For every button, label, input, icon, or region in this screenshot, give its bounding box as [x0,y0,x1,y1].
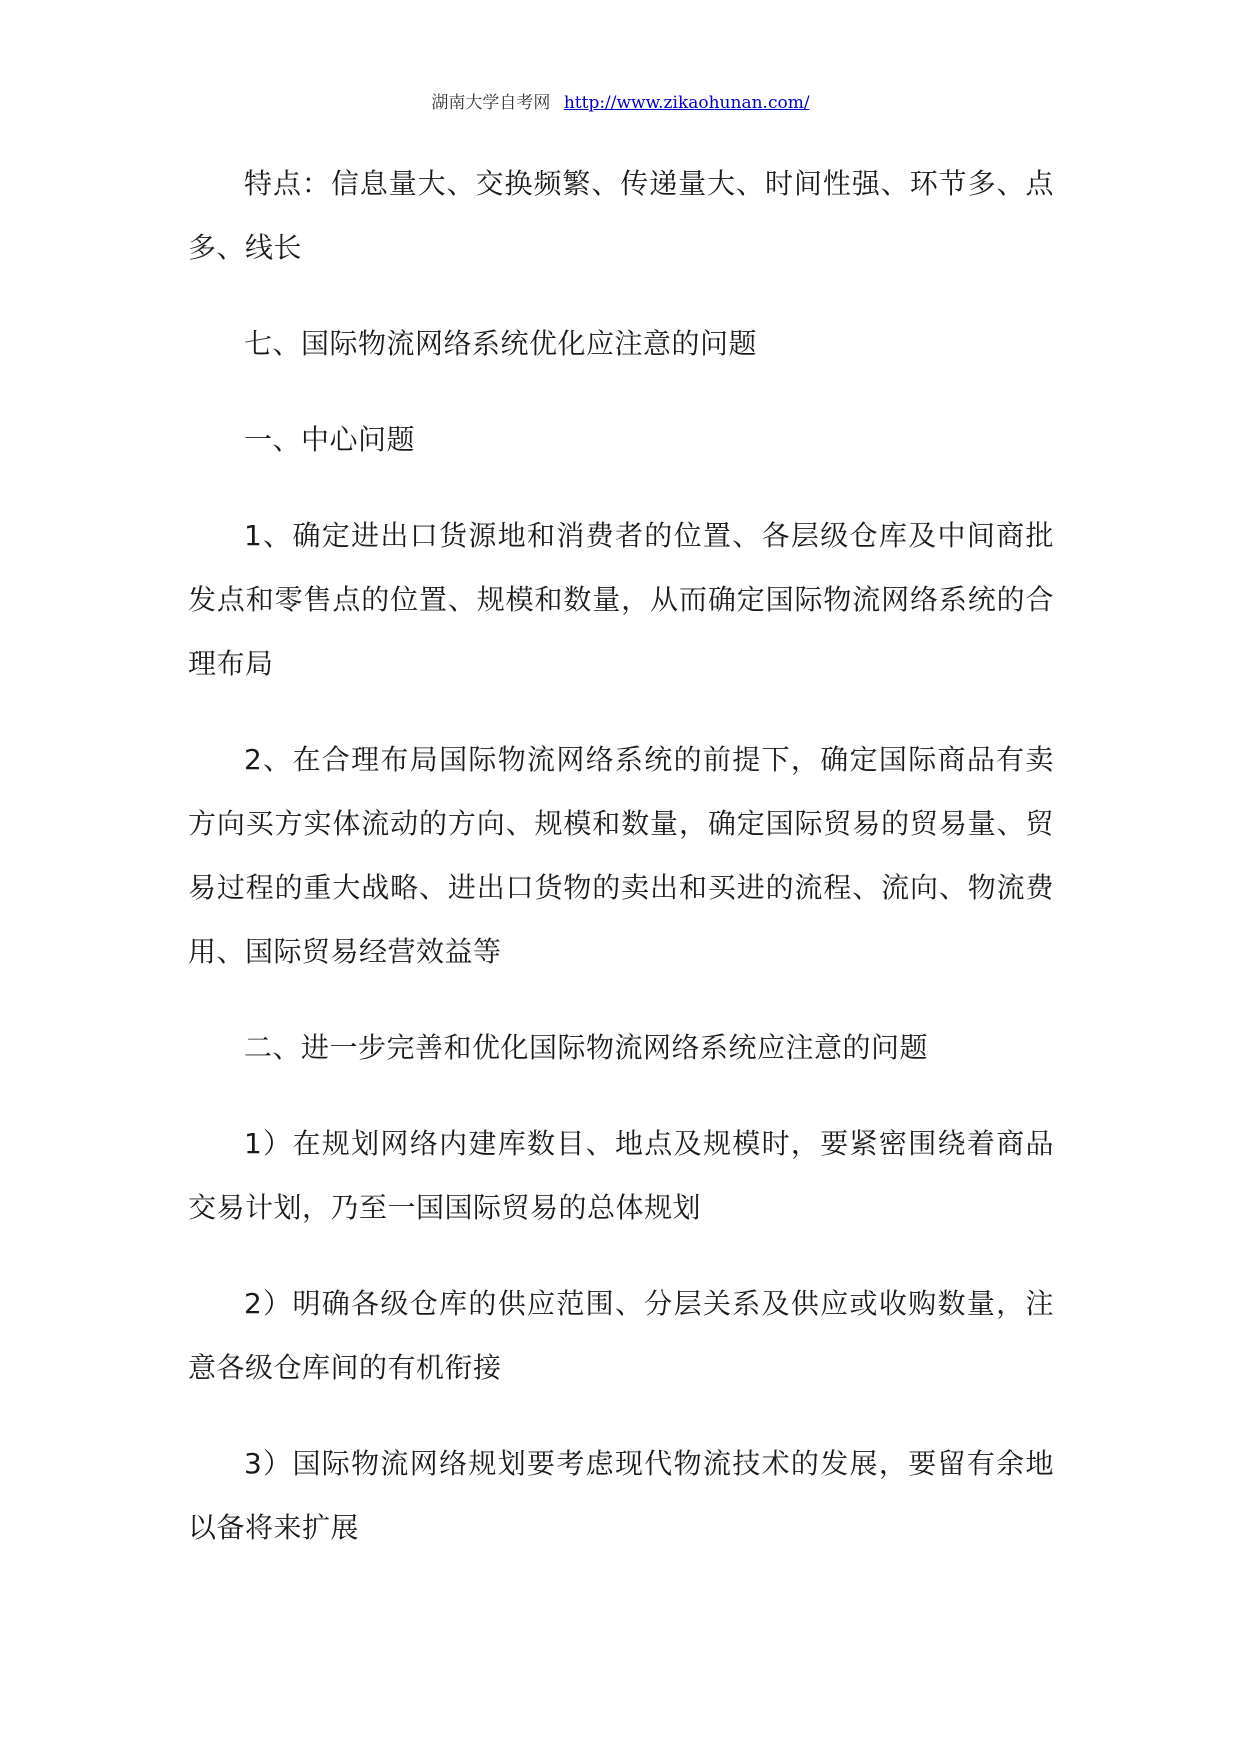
paragraph-item-3: 3）国际物流网络规划要考虑现代物流技术的发展，要留有余地以备将来扩展 [188,1447,1054,1544]
paragraph-characteristics: 特点：信息量大、交换频繁、传递量大、时间性强、环节多、点多、线长 [188,167,1054,264]
section-heading-optimization: 二、进一步完善和优化国际物流网络系统应注意的问题 [244,1031,929,1064]
section-heading-central-issue: 一、中心问题 [244,423,416,456]
site-url-link[interactable]: http://www.zikaohunan.com/ [563,93,810,113]
document-body [188,152,1054,1592]
paragraph-point-2: 2、在合理布局国际物流网络系统的前提下，确定国际商品有卖方向买方实体流动的方向、规模和数量，确定国际贸易的贸易量、贸易过程的重大战略、进出口货物的卖出和买进的流程、流向、物流费用、国际贸易经营效益等 [188,743,1054,968]
section-heading-seven: 七、国际物流网络系统优化应注意的问题 [244,327,758,360]
paragraph-item-2: 2）明确各级仓库的供应范围、分层关系及供应或收购数量，注意各级仓库间的有机衔接 [188,1287,1054,1384]
paragraph-point-1: 1、确定进出口货源地和消费者的位置、各层级仓库及中间商批发点和零售点的位置、规模和数量，从而确定国际物流网络系统的合理布局 [188,519,1054,680]
paragraph-item-1: 1）在规划网络内建库数目、地点及规模时，要紧密围绕着商品交易计划，乃至一国国际贸易的总体规划 [188,1127,1054,1224]
page-header [0,88,1241,113]
site-name: 湖南大学自考网 [431,93,551,113]
